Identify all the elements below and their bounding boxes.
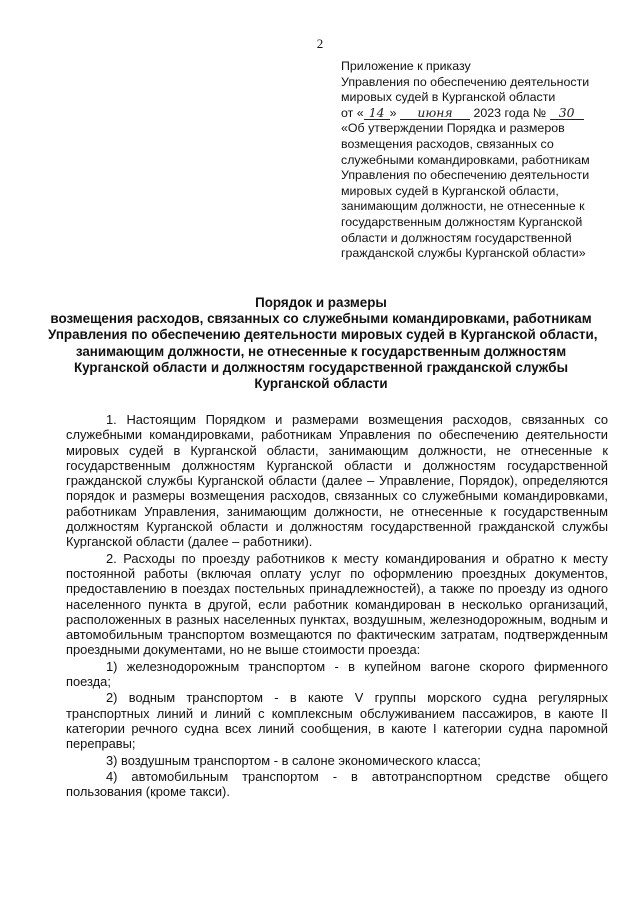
page-number: 2 [316, 36, 324, 51]
title-line: Курганской области [254, 376, 388, 392]
annex-date-line [341, 106, 609, 122]
annex-subject-line: занимающим должности, не отнесенные к [341, 199, 585, 214]
handwritten-day: 14 [364, 106, 390, 120]
annex-subject-line: Управления по обеспечению деятельности [341, 168, 590, 183]
paragraph: 1. Настоящим Порядком и размерами возмещения расходов, связанных со служебными командировками, работникам Управления по обеспечению деятельности мировых судей в Курганской области, занимающим должности, не отнесенные к государственным должностям Курганской области и должностям государственной гражданской службы Курганской области (далее – Управление, Порядок), определяются порядок и размеры возмещения расходов, связанных со служебными командировками, работникам Управления, занимающим должности, не отнесенные к государственным должностям Курганской области и должностям государственной гражданской службы Курганской области (далее – работники). [66, 412, 608, 550]
list-item: 3) воздушным транспортом - в салоне экономического класса; [106, 752, 481, 768]
year-text: 2023 года № [473, 105, 547, 120]
title-line: Порядок и размеры [255, 295, 387, 310]
title-line: возмещения расходов, связанных со служебными командировками, работникам [50, 311, 592, 327]
list-item: 1) железнодорожным транспортом - в купейном вагоне скорого фирменного поезда; [66, 658, 608, 690]
annex-subject-line: служебными командировками, работникам [341, 152, 590, 167]
annex-block [341, 59, 609, 262]
annex-subject-line: государственным должностям Курганской [341, 214, 583, 229]
title-line: Курганской области и должностям государственной гражданской службы [73, 359, 569, 375]
list-item: 4) автомобильным транспортом - в автотранспортном средстве общего пользования (кроме такси). [66, 768, 608, 800]
annex-line: Управления по обеспечению деятельности [341, 74, 590, 89]
handwritten-month: июня [400, 106, 470, 120]
date-close: » [389, 105, 397, 120]
annex-line: мировых судей в Курганской области [341, 90, 556, 105]
handwritten-order-number: 30 [550, 106, 584, 120]
document-title [48, 295, 598, 392]
document-body [66, 412, 608, 799]
annex-subject-line: гражданской службы Курганской области» [341, 246, 586, 261]
annex-subject-line: возмещения расходов, связанных со [341, 136, 554, 151]
annex-subject-line: мировых судей в Курганской области, [341, 183, 559, 198]
date-prefix: от « [341, 105, 364, 120]
annex-line: Приложение к приказу [341, 59, 471, 73]
annex-subject-line: «Об утверждении Порядка и размеров [341, 121, 565, 136]
list-item: 2) водным транспортом - в каюте V группы морского судна регулярных транспортных линий и линий с комплексным обслуживанием пассажиров, в каюте II категории речного судна всех линий сообщения, в каюте I категории судна паромной переправы; [66, 690, 608, 752]
paragraph: 2. Расходы по проезду работников к месту командирования и обратно к месту постоянной работы (включая оплату услуг по оформлению проездных документов, предоставлению в поездах постельных принадлежностей), а также по проезду из одного населенного пункта в другой, если работник командирован в несколько организаций, расположенных в разных населенных пунктах, воздушным, железнодорожным, водным и автомобильным транспортом возмещаются по фактическим затратам, подтвержденным проездными документами, но не выше стоимости проезда: [66, 550, 608, 658]
title-line: Управления по обеспечению деятельности мировых судей в Курганской области, [48, 327, 598, 343]
title-line: занимающим должности, не отнесенные к государственным должностям [75, 343, 567, 359]
annex-subject-line: области и должностям государственной [341, 230, 572, 245]
